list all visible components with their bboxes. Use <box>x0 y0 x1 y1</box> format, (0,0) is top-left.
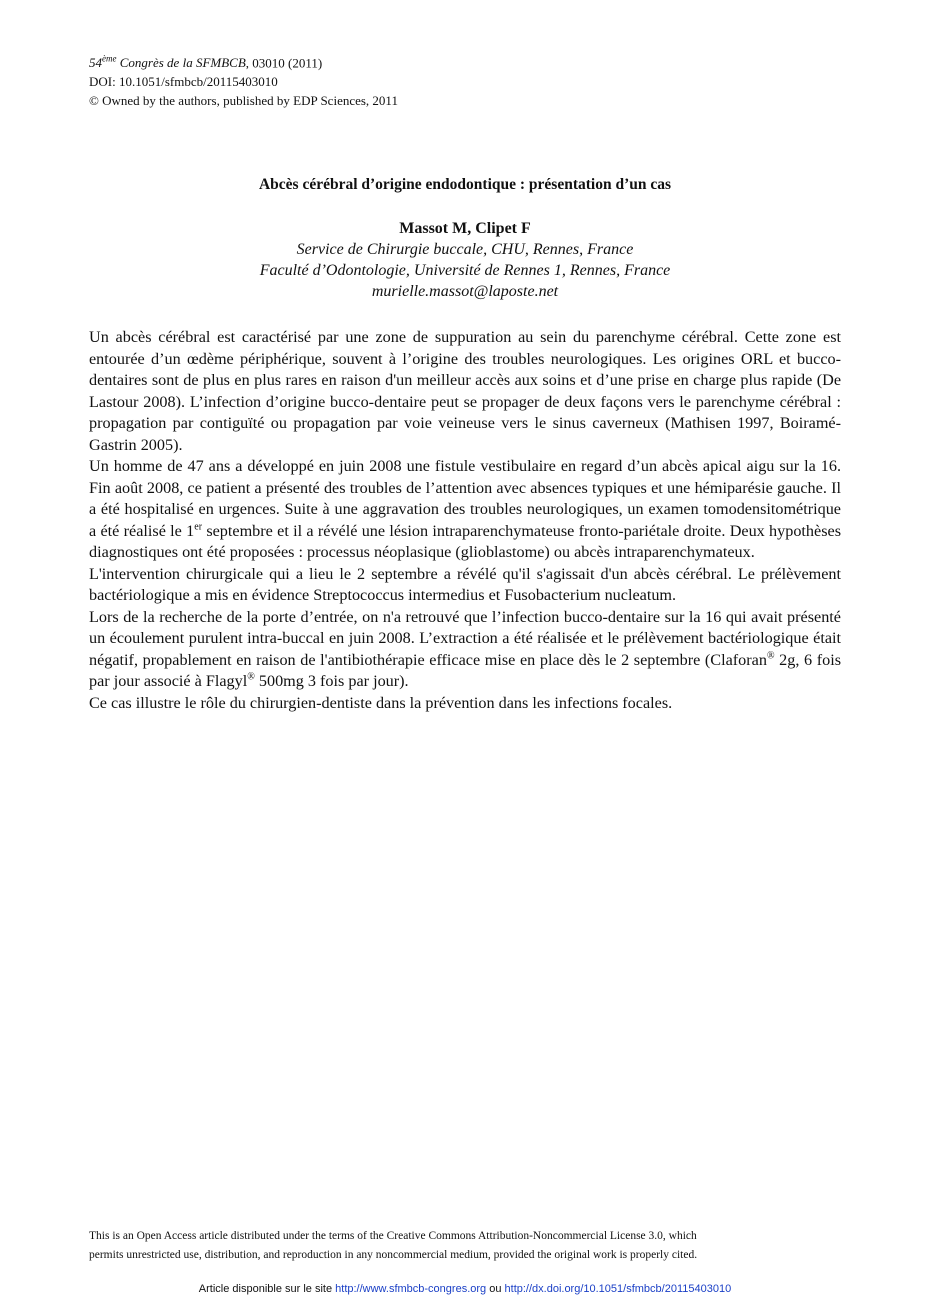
congress-site-link[interactable]: http://www.sfmbcb-congres.org <box>335 1283 487 1295</box>
copyright-line: © Owned by the authors, published by EDP Sciences, 2011 <box>89 93 398 109</box>
conference-ordinal: ème <box>102 54 117 64</box>
conference-name: Congrès de la SFMBCB <box>119 55 246 71</box>
affiliation-2: Faculté d’Odontologie, Université de Rennes 1, Rennes, France <box>259 262 671 279</box>
publication-header <box>89 50 398 110</box>
registered-mark-1: ® <box>766 650 775 662</box>
ordinal-superscript: er <box>194 521 203 533</box>
doi-link[interactable]: http://dx.doi.org/10.1051/sfmbcb/20115403010 <box>504 1283 732 1295</box>
paragraph-3: L'intervention chirurgicale qui a lieu le 2 septembre a révélé qu'il s'agissait d'un abcès cérébral. Le prélèvement bactériologique a mis en évidence Streptococcus intermedius et Fusobacterium nucleatum. <box>89 564 841 604</box>
doi-line: DOI: 10.1051/sfmbcb/20115403010 <box>89 74 278 90</box>
paper-title: Abcès cérébral d’origine endodontique : présentation d’un cas <box>258 176 672 193</box>
paragraph-5: Ce cas illustre le rôle du chirurgien-dentiste dans la prévention dans les infections focales. <box>89 693 673 712</box>
conference-reference: , 03010 (2011) <box>245 55 323 71</box>
license-notice <box>89 1227 849 1265</box>
license-line-2: permits unrestricted use, distribution, and reproduction in any noncommercial medium, provided the original work is properly cited. <box>89 1249 698 1261</box>
author-block <box>0 218 930 302</box>
author-email: murielle.massot@laposte.net <box>371 283 559 300</box>
footer-prefix: Article disponible sur le site <box>198 1283 336 1295</box>
paragraph-4-part-c: 500mg 3 fois par jour). <box>254 672 409 690</box>
availability-footer <box>0 1283 930 1295</box>
abstract-body <box>89 327 841 714</box>
registered-mark-2: ® <box>247 671 255 683</box>
affiliation-1: Service de Chirurgie buccale, CHU, Rennes, France <box>296 241 634 258</box>
paragraph-4-part-a: Lors de la recherche de la porte d’entrée, on n'a retrouvé que l’infection bucco-dentaire sur la 16 qui avait présenté un écoulement purulent intra-buccal en juin 2008. L’extraction a été réalisée et le prélèvement bactériologique était négatif, propablement en raison de l'antibiothérapie efficace mise en place dès le 2 septembre (Claforan <box>89 607 841 669</box>
conference-number: 54 <box>89 55 102 71</box>
paragraph-2 <box>89 456 841 564</box>
author-names: Massot M, Clipet F <box>399 220 531 237</box>
footer-middle: ou <box>486 1283 505 1295</box>
paragraph-2-part-b: septembre et il a révélé une lésion intraparenchymateuse fronto-pariétale droite. Deux hypothèses diagnostiques ont été proposées : processus néoplasique (glioblastome) ou abcès intraparenchymateux. <box>89 521 841 561</box>
paragraph-1: Un abcès cérébral est caractérisé par une zone de suppuration au sein du parenchyme cérébral. Cette zone est entourée d’un œdème périphérique, souvent à l’origine des troubles neurologiques. Les origines ORL et bucco-dentaires sont de plus en plus rares en raison d'un meilleur accès aux soins et d’une prise en charge plus rapide (De Lastour 2008). L’infection d’origine bucco-dentaire peut se propager de deux façons vers le parenchyme cérébral : propagation par contiguïté ou propagation par voie veineuse vers le sinus caverneux (Mathisen 1997, Boiramé-Gastrin 2005). <box>89 328 841 454</box>
paragraph-4-part-b: 2g, 6 fois par jour associé à Flagyl <box>89 650 841 690</box>
license-line-1: This is an Open Access article distributed under the terms of the Creative Commons Attribution-Noncommercial License 3.0, which <box>89 1230 697 1242</box>
paragraph-2-part-a: Un homme de 47 ans a développé en juin 2008 une fistule vestibulaire en regard d’un abcès apical aigu sur la 16. Fin août 2008, ce patient a présenté des troubles de l’attention avec absences typiques et une hémiparésie gauche. Il a été hospitalisé en urgences. Suite à une aggravation des troubles neurologiques, un examen tomodensitométrique a été réalisé le 1 <box>89 457 841 540</box>
paragraph-4 <box>89 607 841 693</box>
conference-line <box>89 50 398 72</box>
